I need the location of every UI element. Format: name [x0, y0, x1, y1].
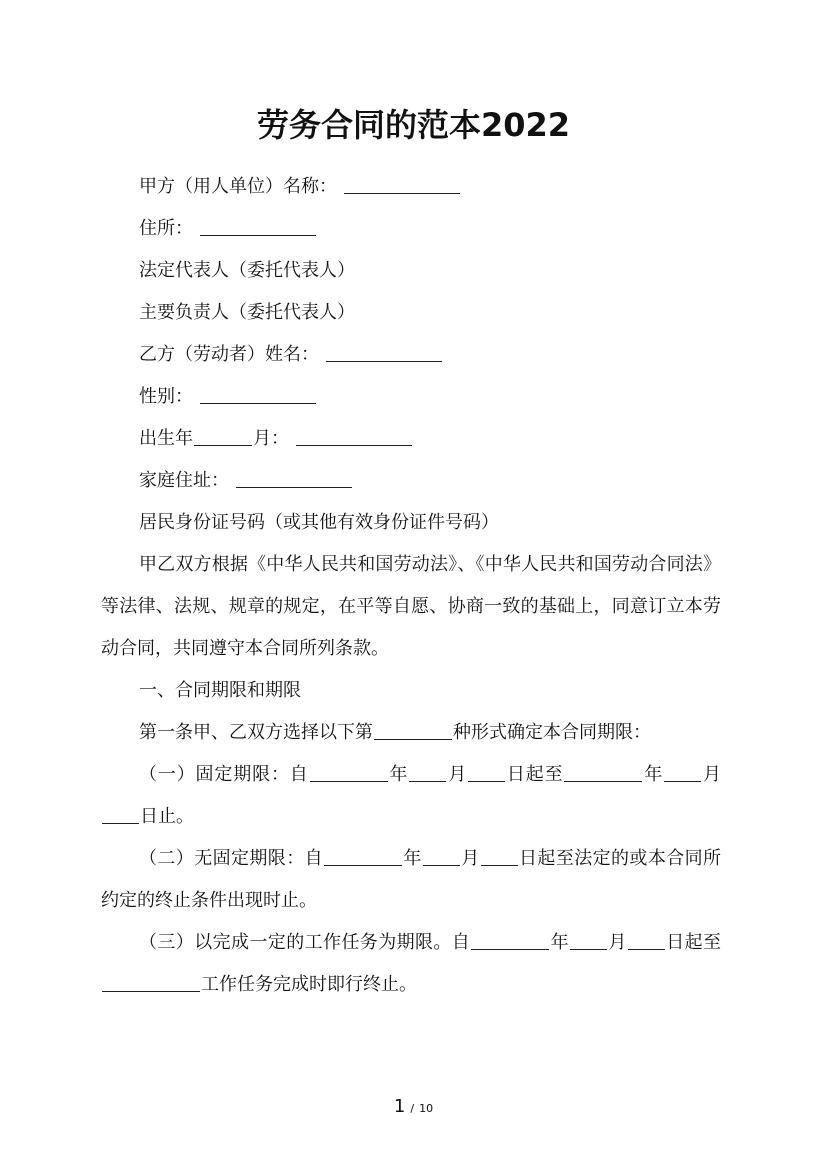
- task-term-work-blank[interactable]: [102, 973, 200, 992]
- birth-month-label: 月：: [253, 428, 289, 449]
- gender-line: [101, 376, 721, 418]
- task-term-year-blank[interactable]: [471, 931, 549, 950]
- article-one-suffix: 种形式确定本合同期限：: [453, 722, 651, 743]
- fixed-term-end-day-blank[interactable]: [102, 805, 139, 824]
- basis-paragraph: 甲乙双方根据《中华人民共和国劳动法》、《中华人民共和国劳动合同法》等法律、法规、规章的规定，在平等自愿、协商一致的基础上，同意订立本劳动合同，共同遵守本合同所列条款。: [101, 554, 721, 659]
- principal-line: [101, 292, 721, 334]
- fixed-term-line: [101, 754, 721, 838]
- party-b-name-label: 乙方（劳动者）姓名：: [139, 344, 319, 365]
- open-term-day-blank[interactable]: [481, 847, 518, 866]
- fixed-term-prefix: （一）固定期限：自: [139, 764, 309, 785]
- fixed-term-start-month-blank[interactable]: [409, 763, 446, 782]
- birth-line: [101, 418, 721, 460]
- fixed-term-year-label-1: 年: [388, 764, 409, 785]
- article-one-prefix: 第一条甲、乙双方选择以下第: [139, 722, 373, 743]
- open-term-suffix: 日起至法定的或本合同所约定的终止条件出现时止。: [101, 848, 722, 911]
- fixed-term-end-month-blank[interactable]: [664, 763, 701, 782]
- total-pages-number: 10: [419, 1102, 434, 1115]
- residence-blank[interactable]: [200, 217, 316, 236]
- fixed-term-end-year-blank[interactable]: [564, 763, 642, 782]
- party-b-name-line: [101, 334, 721, 376]
- gender-blank[interactable]: [200, 385, 316, 404]
- open-term-month-label: 月: [460, 848, 480, 869]
- open-term-prefix: （二）无固定期限：自: [139, 848, 323, 869]
- document-title: 劳务合同的范本2022: [256, 106, 571, 144]
- party-a-name-blank[interactable]: [344, 175, 460, 194]
- task-term-year-label: 年: [550, 932, 570, 953]
- birth-month-blank[interactable]: [296, 427, 412, 446]
- fixed-term-start-day-blank[interactable]: [468, 763, 505, 782]
- fixed-term-month-label-1: 月: [447, 764, 468, 785]
- principal-label: 主要负责人（委托代表人）: [139, 302, 355, 323]
- fixed-term-year-label-2: 年: [643, 764, 664, 785]
- task-term-day-start-label: 日起至: [665, 932, 722, 953]
- open-term-month-blank[interactable]: [423, 847, 460, 866]
- fixed-term-month-label-2: 月: [702, 764, 722, 785]
- home-address-blank[interactable]: [236, 469, 352, 488]
- residence-label: 住所：: [139, 218, 193, 239]
- id-number-line: [101, 502, 721, 544]
- fixed-term-start-year-blank[interactable]: [310, 763, 388, 782]
- home-address-label: 家庭住址：: [139, 470, 229, 491]
- task-term-month-blank[interactable]: [570, 931, 607, 950]
- party-b-name-blank[interactable]: [326, 343, 442, 362]
- home-address-line: [101, 460, 721, 502]
- page-separator: /: [410, 1102, 415, 1115]
- document-body: [101, 166, 721, 1006]
- id-number-label: 居民身份证号码（或其他有效身份证件号码）: [139, 512, 499, 533]
- legal-representative-line: [101, 250, 721, 292]
- open-term-year-label: 年: [403, 848, 422, 869]
- task-term-month-label: 月: [608, 932, 627, 953]
- page-footer: [0, 1096, 827, 1117]
- birth-year-blank[interactable]: [194, 427, 252, 446]
- task-term-prefix: （三）以完成一定的工作任务为期限。自: [139, 932, 471, 953]
- fixed-term-day-start-label: 日起至: [506, 764, 564, 785]
- current-page-number: 1: [393, 1096, 406, 1117]
- section-one-heading-text: 一、合同期限和期限: [139, 680, 301, 701]
- task-term-day-blank[interactable]: [628, 931, 665, 950]
- open-term-line: [101, 838, 721, 922]
- article-one-line: [101, 712, 721, 754]
- article-one-choice-blank[interactable]: [374, 721, 452, 740]
- legal-representative-label: 法定代表人（委托代表人）: [139, 260, 355, 281]
- party-a-name-line: [101, 166, 721, 208]
- task-term-suffix: 工作任务完成时即行终止。: [201, 974, 417, 995]
- section-one-heading: [101, 670, 721, 712]
- task-term-line: [101, 922, 721, 1006]
- fixed-term-day-end-label: 日止。: [140, 806, 194, 827]
- party-a-name-label: 甲方（用人单位）名称：: [139, 176, 337, 197]
- birth-year-label: 出生年: [139, 428, 193, 449]
- open-term-year-blank[interactable]: [324, 847, 402, 866]
- gender-label: 性别：: [139, 386, 193, 407]
- residence-line: [101, 208, 721, 250]
